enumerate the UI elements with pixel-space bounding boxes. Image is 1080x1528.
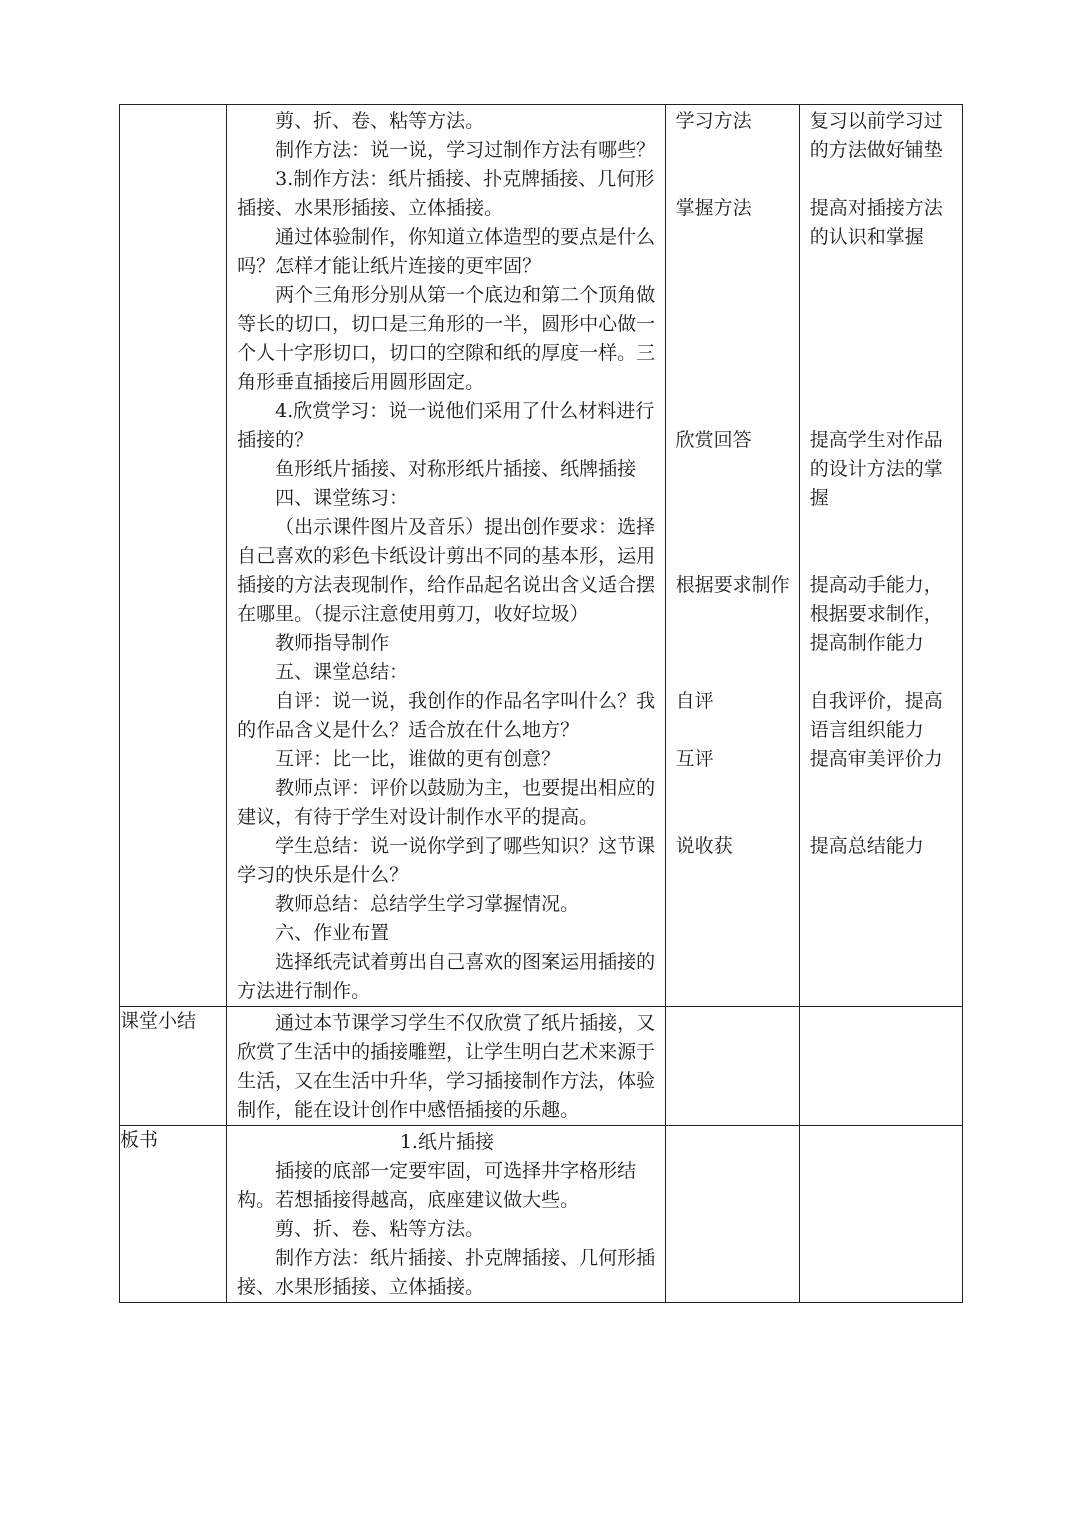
lesson-summary-row	[120, 1007, 963, 1126]
paragraph: 互评：比一比，谁做的更有创意？	[275, 748, 561, 770]
paragraph: 制作方法：说一说，学习过制作方法有哪些？	[275, 139, 656, 161]
paragraph: 鱼形纸片插接、对称形纸片插接、纸牌插接	[275, 458, 637, 480]
board-content-cell	[227, 1126, 666, 1303]
design-intent: 自我评价，提高语言组织能力	[809, 690, 943, 741]
student-activity-cell	[665, 105, 799, 1007]
paragraph: 插接的底部一定要牢固，可选择井字格形结构。若想插接得越高，底座建议做大些。	[237, 1160, 637, 1211]
design-intent: 提高总结能力	[809, 835, 924, 857]
student-activity: 根据要求制作	[675, 574, 790, 596]
design-intent: 提高动手能力，根据要求制作，提高制作能力	[809, 574, 943, 654]
board-label: 板书	[120, 1126, 227, 1303]
student-activity: 欣赏回答	[675, 429, 752, 451]
paragraph: 四、课堂练习：	[275, 487, 409, 509]
empty-cell	[665, 1007, 799, 1126]
paragraph: 学生总结：说一说你学到了哪些知识？这节课学习的快乐是什么？	[237, 835, 656, 886]
paragraph: 教师指导制作	[275, 632, 390, 654]
summary-label: 课堂小结	[120, 1007, 227, 1126]
paragraph: 选择纸壳试着剪出自己喜欢的图案运用插接的方法进行制作。	[237, 951, 656, 1002]
paragraph: 制作方法：纸片插接、扑克牌插接、几何形插接、水果形插接、立体插接。	[237, 1247, 656, 1298]
teacher-activity-cell	[227, 105, 666, 1007]
summary-text: 通过本节课学习学生不仅欣赏了纸片插接，又欣赏了生活中的插接雕塑，让学生明白艺术来源于生活，又在生活中升华，学习插接制作方法，体验制作，能在设计创作中感悟插接的乐趣。	[237, 1012, 656, 1121]
board-title: 1.纸片插接	[399, 1131, 494, 1153]
empty-cell	[665, 1126, 799, 1303]
teacher-activity-text	[227, 105, 665, 1006]
paragraph: 五、课堂总结：	[275, 661, 409, 683]
paragraph: 通过体验制作，你知道立体造型的要点是什么吗？怎样才能让纸片连接的更牢固？	[237, 226, 656, 277]
paragraph: 剪、折、卷、粘等方法。	[275, 1218, 485, 1240]
row-label-cell	[120, 105, 227, 1007]
student-activity: 互评	[675, 748, 714, 770]
board-content	[227, 1126, 665, 1302]
student-activity: 学习方法	[675, 110, 752, 132]
paragraph: 剪、折、卷、粘等方法。	[275, 110, 485, 132]
summary-content-cell	[227, 1007, 666, 1126]
student-activity: 掌握方法	[675, 197, 752, 219]
paragraph: 六、作业布置	[275, 922, 390, 944]
design-intent-cell	[799, 105, 962, 1007]
paragraph: 3.制作方法：纸片插接、扑克牌插接、几何形插接、水果形插接、立体插接。	[237, 168, 655, 219]
paragraph: 自评：说一说，我创作的作品名字叫什么？我的作品含义是什么？适合放在什么地方？	[237, 690, 656, 741]
design-intent: 复习以前学习过的方法做好铺垫	[809, 110, 943, 161]
summary-content	[227, 1007, 665, 1125]
paragraph: 4.欣赏学习：说一说他们采用了什么材料进行插接的？	[237, 400, 655, 451]
empty-cell	[799, 1126, 962, 1303]
design-intent: 提高审美评价力	[809, 748, 943, 770]
student-activity: 自评	[675, 690, 714, 712]
design-intent: 提高对插接方法的认识和掌握	[809, 197, 943, 248]
paragraph: 教师点评：评价以鼓励为主，也要提出相应的建议，有待于学生对设计制作水平的提高。	[237, 777, 656, 828]
teaching-process-row	[120, 105, 963, 1007]
paragraph: 两个三角形分别从第一个底边和第二个顶角做等长的切口，切口是三角形的一半，圆形中心做一个人十字形切口，切口的空隙和纸的厚度一样。三角形垂直插接后用圆形固定。	[237, 284, 656, 393]
paragraph: （出示课件图片及音乐）提出创作要求：选择自己喜欢的彩色卡纸设计剪出不同的基本形，运用插接的方法表现制作，给作品起名说出含义适合摆在哪里。（提示注意使用剪刀，收好垃圾）	[237, 516, 656, 625]
student-activity: 说收获	[675, 835, 733, 857]
design-intent: 提高学生对作品的设计方法的掌握	[809, 429, 943, 509]
paragraph: 教师总结：总结学生学习掌握情况。	[275, 893, 580, 915]
lesson-plan-table	[119, 104, 963, 1303]
blackboard-row	[120, 1126, 963, 1303]
empty-cell	[799, 1007, 962, 1126]
